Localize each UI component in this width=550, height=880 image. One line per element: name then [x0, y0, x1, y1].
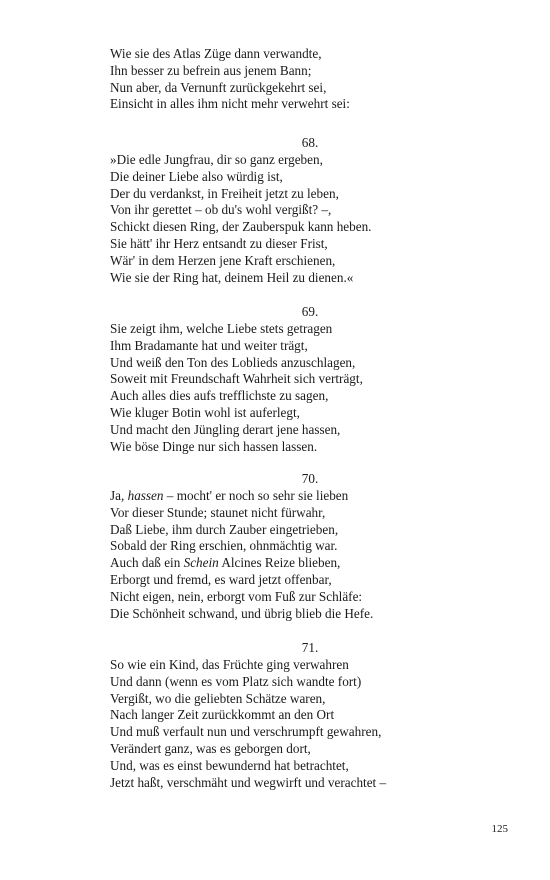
stanza-71	[110, 657, 510, 791]
verse-line: Ihm Bradamante hat und weiter trägt,	[110, 337, 308, 353]
verse-line: Soweit mit Freundschaft Wahrheit sich verträgt,	[110, 371, 363, 387]
verse-line: Und muß verfault nun und verschrumpft gewahren,	[110, 724, 382, 740]
verse-line: Auch alles dies aufs trefflichste zu sagen,	[110, 388, 329, 404]
emphasis-text: hassen	[127, 488, 164, 503]
verse-line: Wär' in dem Herzen jene Kraft erschienen,	[110, 252, 336, 268]
verse-line: Der du verdankst, in Freiheit jetzt zu leben,	[110, 185, 339, 201]
verse-line: Von ihr gerettet – ob du's wohl vergißt? –,	[110, 202, 332, 218]
verse-line: Nach langer Zeit zurückkommt an den Ort	[110, 707, 335, 723]
verse-line: Nicht eigen, nein, erborgt vom Fuß zur Schläfe:	[110, 588, 363, 604]
verse-line: Wie sie des Atlas Züge dann verwandte,	[110, 46, 322, 61]
verse-line: Ja, hassen – mocht' er noch so sehr sie lieben	[110, 488, 349, 503]
verse-line: Vergißt, wo die geliebten Schätze waren,	[110, 690, 326, 706]
stanza-number-69: 69.	[301, 304, 319, 319]
verse-line: Und weiß den Ton des Loblieds anzuschlagen,	[110, 354, 356, 370]
verse-line: Auch daß ein Schein Alcines Reize blieben,	[110, 555, 341, 571]
verse-line: Sobald der Ring erschien, ohnmächtig war.	[110, 538, 338, 554]
emphasis-text: Schein	[183, 555, 219, 571]
verse-line: Jetzt haßt, verschmäht und wegwirft und verachtet –	[110, 774, 387, 790]
stanza-continuation	[110, 46, 510, 113]
verse-line: Und dann (wenn es vom Platz sich wandte fort)	[110, 673, 362, 689]
verse-line: Die Schönheit schwand, und übrig blieb die Hefe.	[110, 605, 374, 621]
verse-line: Wie böse Dinge nur sich hassen lassen.	[110, 438, 318, 454]
verse-line: Wie sie der Ring hat, deinem Heil zu dienen.«	[110, 269, 354, 285]
verse-line: Nun aber, da Vernunft zurückgekehrt sei,	[110, 79, 327, 95]
page-number: 125	[491, 823, 508, 835]
stanza-69	[110, 321, 510, 455]
stanza-number-71: 71.	[301, 640, 319, 655]
verse-line: Wie kluger Botin wohl ist auferlegt,	[110, 404, 300, 420]
verse-line: Und macht den Jüngling derart jene hassen,	[110, 421, 341, 437]
verse-line: Und, was es einst bewundernd hat betrachtet,	[110, 757, 349, 773]
stanza-number-68: 68.	[301, 135, 319, 150]
verse-line: Die deiner Liebe also würdig ist,	[110, 168, 283, 184]
verse-line: Sie hätt' ihr Herz entsandt zu dieser Frist,	[110, 235, 328, 251]
stanza-68	[110, 152, 510, 286]
verse-line: Vor dieser Stunde; staunet nicht fürwahr,	[110, 504, 326, 520]
verse-line: Verändert ganz, was es geborgen dort,	[110, 740, 311, 756]
verse-line: So wie ein Kind, das Früchte ging verwahren	[110, 657, 349, 672]
verse-line: Einsicht in alles ihm nicht mehr verwehrt sei:	[110, 96, 350, 112]
verse-line: Ihn besser zu befrein aus jenem Bann;	[110, 62, 312, 78]
verse-line: Daß Liebe, ihm durch Zauber eingetrieben,	[110, 521, 339, 537]
verse-line: »Die edle Jungfrau, dir so ganz ergeben,	[110, 152, 323, 167]
verse-line: Erborgt und fremd, es ward jetzt offenbar,	[110, 571, 332, 587]
stanza-number-70: 70.	[301, 471, 319, 486]
stanza-70	[110, 488, 510, 622]
verse-line: Sie zeigt ihm, welche Liebe stets getragen	[110, 321, 333, 336]
verse-line: Schickt diesen Ring, der Zauberspuk kann heben.	[110, 219, 372, 235]
